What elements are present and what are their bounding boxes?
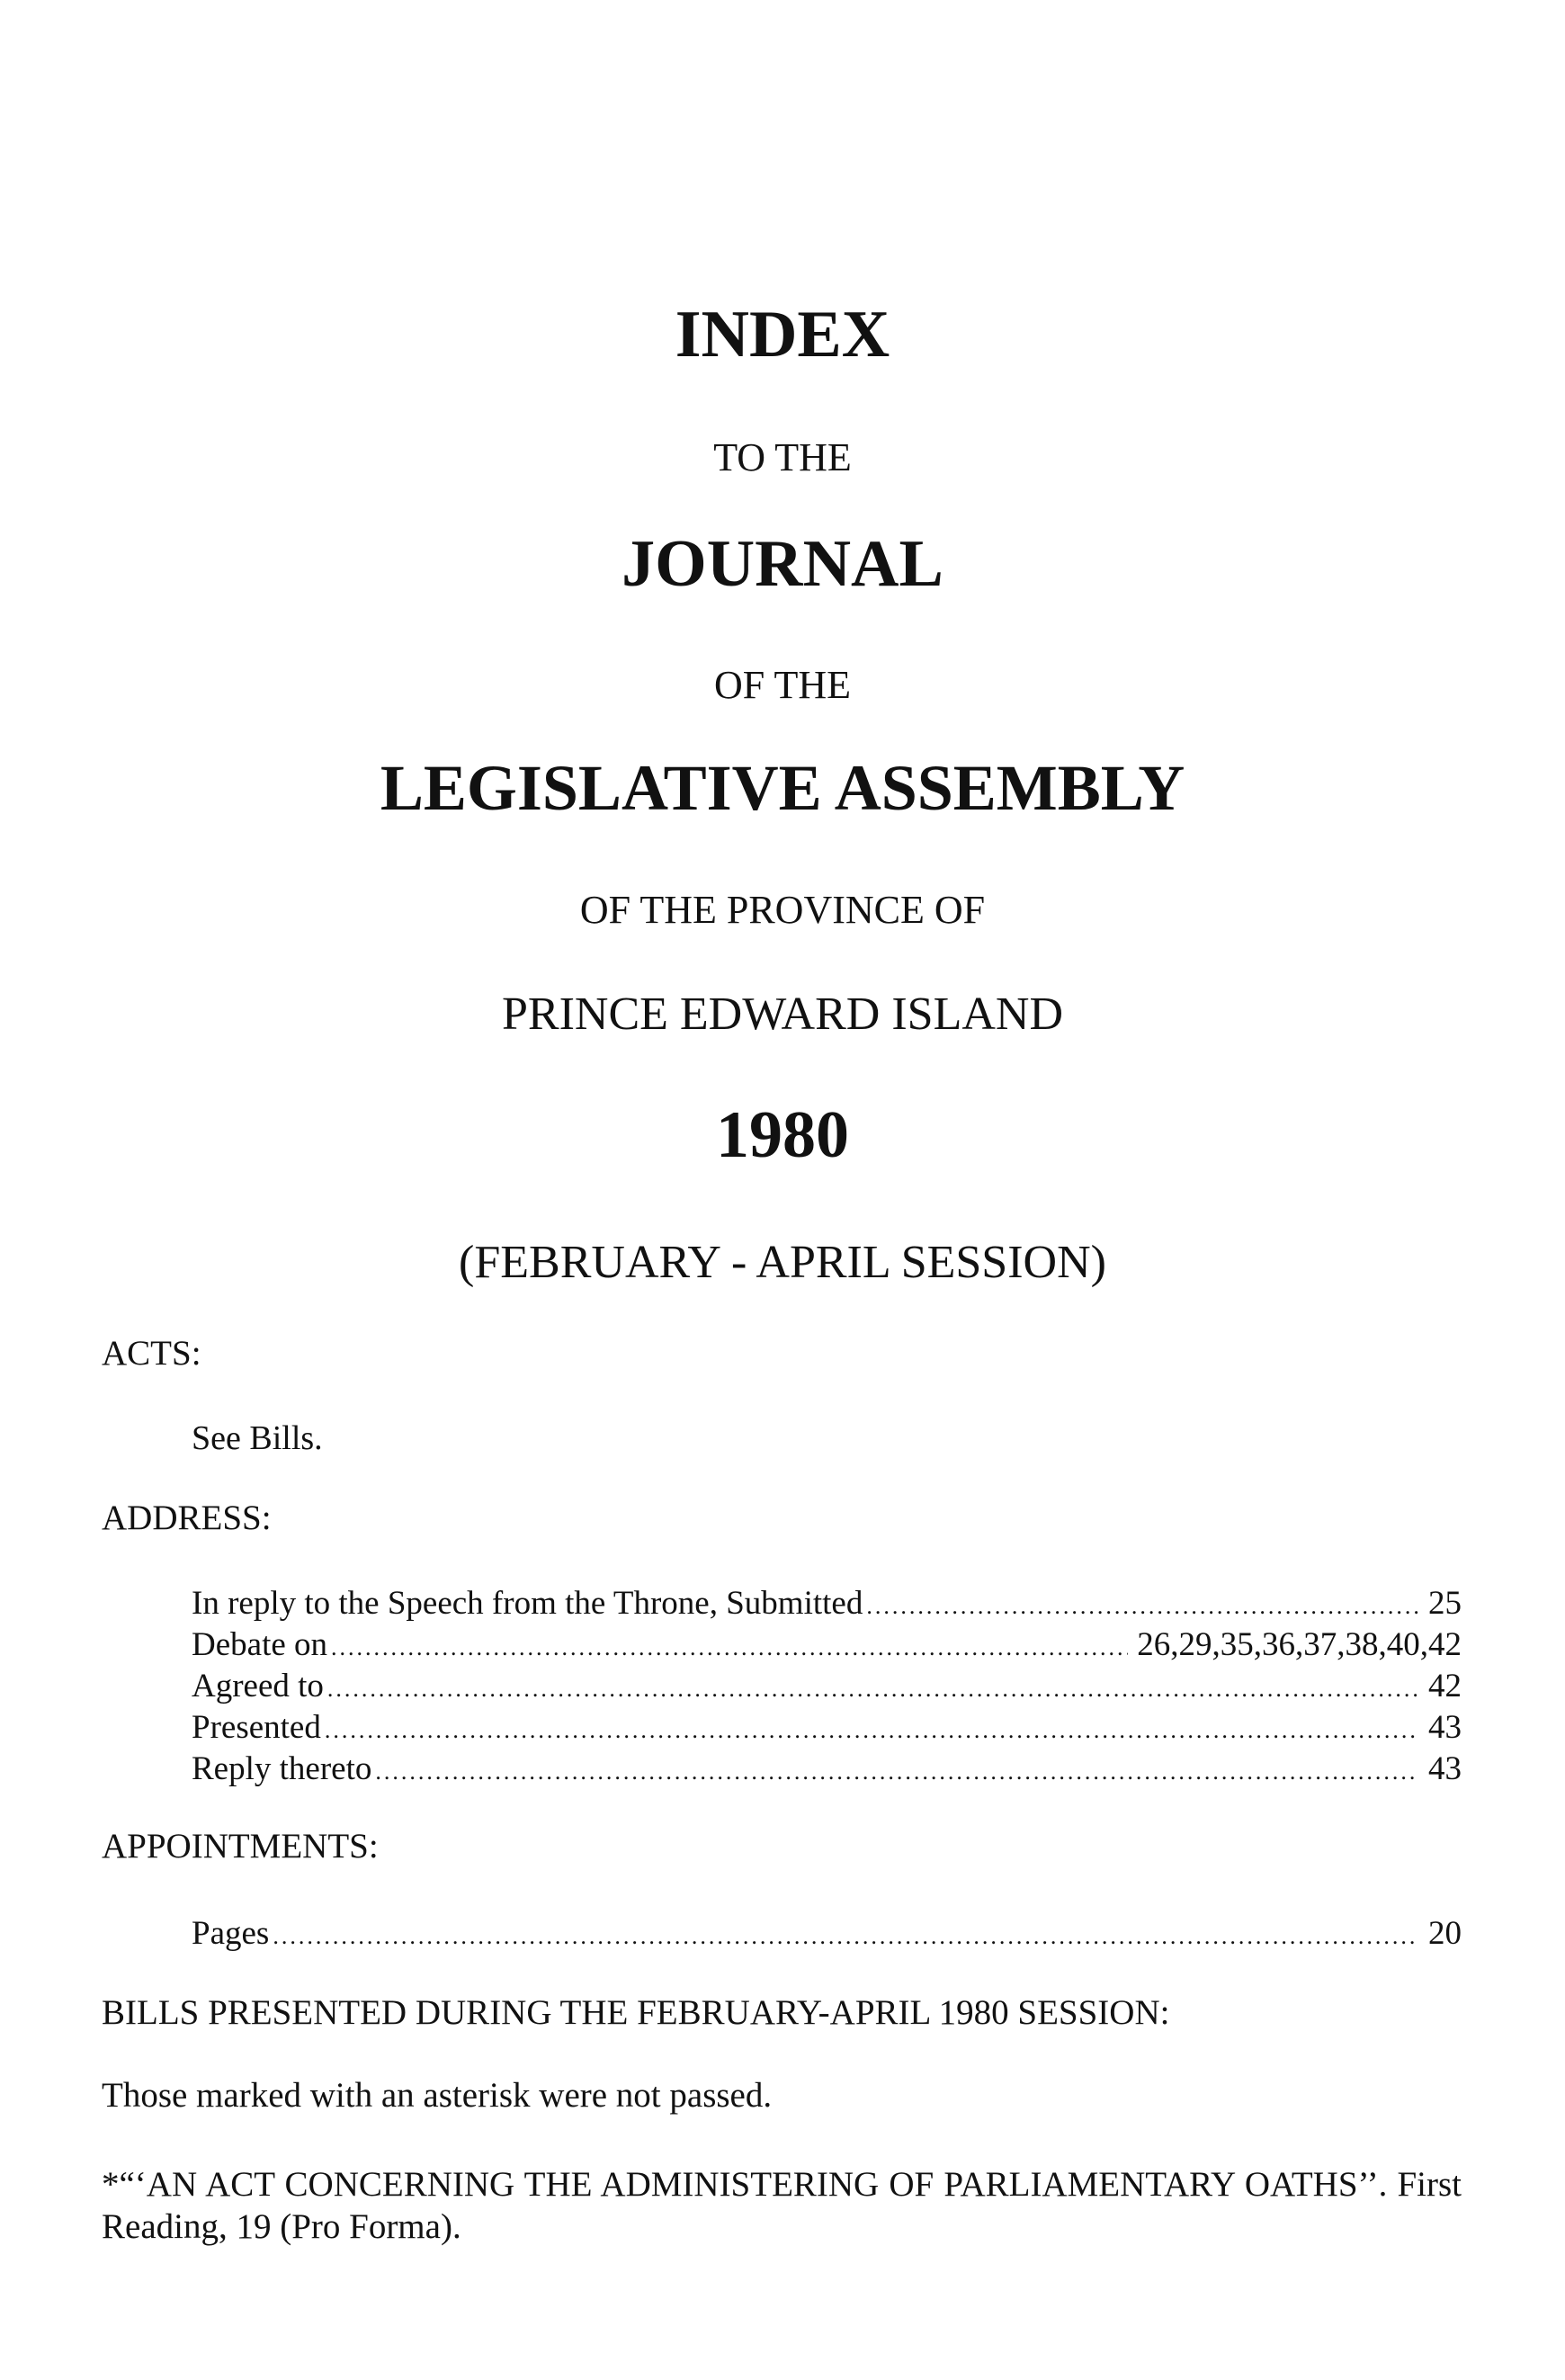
bill-entry: *“‘AN ACT CONCERNING THE ADMINISTERING OF PARLIAMENTARY OATHS’’. First Reading, 19 (Pro Forma). — [102, 2165, 1462, 2246]
title-index: INDEX — [675, 298, 890, 371]
address-entries — [192, 1583, 1462, 1790]
index-entry — [192, 1583, 1462, 1624]
title-prince-edward-island: PRINCE EDWARD ISLAND — [502, 989, 1063, 1040]
entry-label: Presented — [192, 1709, 321, 1746]
entry-label: Pages — [192, 1915, 270, 1952]
dot-leader — [331, 1627, 1128, 1669]
appointments-heading: APPOINTMENTS: — [102, 1827, 379, 1866]
entry-pages: 43 — [1428, 1709, 1462, 1746]
acts-heading: ACTS: — [102, 1334, 201, 1373]
entry-label: Reply thereto — [192, 1750, 372, 1787]
entry-label: Agreed to — [192, 1668, 324, 1704]
appointments-entries — [192, 1913, 1462, 1955]
acts-see-bills: See Bills. — [192, 1419, 323, 1457]
title-of-the: OF THE — [714, 663, 851, 707]
dot-leader — [325, 1710, 1419, 1751]
title-journal: JOURNAL — [622, 527, 943, 601]
title-year: 1980 — [716, 1098, 849, 1172]
bills-asterisk-note: Those marked with an asterisk were not passed. — [102, 2076, 773, 2115]
address-heading: ADDRESS: — [102, 1499, 272, 1537]
dot-leader — [327, 1669, 1419, 1710]
entry-pages: 42 — [1428, 1668, 1462, 1704]
index-entry — [192, 1666, 1462, 1707]
entry-label: Debate on — [192, 1626, 328, 1663]
entry-pages: 20 — [1428, 1915, 1462, 1952]
title-legislative-assembly: LEGISLATIVE ASSEMBLY — [380, 752, 1185, 824]
title-session: (FEBRUARY - APRIL SESSION) — [459, 1237, 1106, 1288]
title-of-the-province-of: OF THE PROVINCE OF — [579, 888, 986, 932]
dot-leader — [273, 1916, 1419, 1957]
entry-pages: 43 — [1428, 1750, 1462, 1787]
index-entry — [192, 1707, 1462, 1749]
entry-pages: 26,29,35,36,37,38,40,42 — [1137, 1626, 1462, 1663]
index-entry — [192, 1749, 1462, 1790]
entry-pages: 25 — [1428, 1585, 1462, 1622]
index-entry — [192, 1913, 1462, 1955]
title-to-the: TO THE — [713, 435, 852, 479]
dot-leader — [866, 1586, 1419, 1627]
index-entry — [192, 1624, 1462, 1666]
dot-leader — [375, 1751, 1419, 1793]
bills-heading: BILLS PRESENTED DURING THE FEBRUARY-APRIL 1980 SESSION: — [102, 1993, 1170, 2032]
entry-label: In reply to the Speech from the Throne, Submitted — [192, 1585, 863, 1622]
